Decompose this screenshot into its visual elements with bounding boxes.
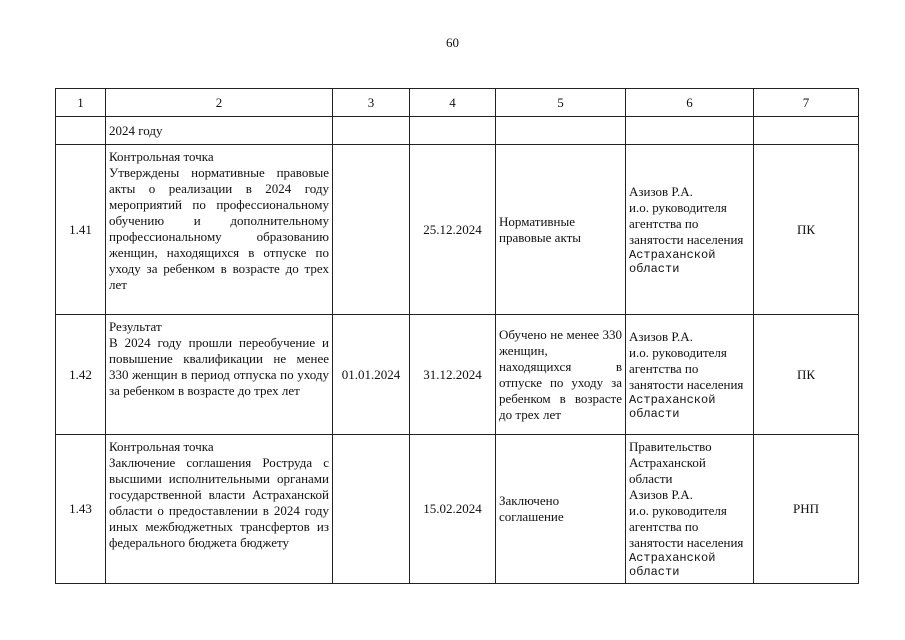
start-date: [333, 435, 410, 584]
responsible-name: Азизов Р.А.: [629, 487, 693, 502]
row-number: 1.41: [56, 145, 106, 315]
column-header: 6: [626, 89, 754, 117]
column-header: 3: [333, 89, 410, 117]
column-header: 2: [106, 89, 333, 117]
row-description: [106, 145, 333, 315]
empty-cell: [333, 117, 410, 145]
result-text: Обучено не менее 330 женщин, находящихся в отпуске по уходу за ребенком в возрасте до трех лет: [496, 315, 626, 435]
page-number: 60: [446, 35, 459, 50]
column-header: 1: [56, 89, 106, 117]
end-date: 15.02.2024: [410, 435, 496, 584]
row-number: 1.43: [56, 435, 106, 584]
table-row: [56, 145, 859, 315]
column-header: 4: [410, 89, 496, 117]
empty-cell: [56, 117, 106, 145]
responsible-cell: [626, 145, 754, 315]
code-cell: ПК: [754, 315, 859, 435]
continuation-row: [56, 117, 859, 145]
row-description: [106, 435, 333, 584]
empty-cell: [626, 117, 754, 145]
empty-cell: [496, 117, 626, 145]
empty-cell: [410, 117, 496, 145]
responsible-region: Астраханской области: [629, 247, 716, 276]
responsible-position: и.о. руководителя агентства по занятости населения: [629, 199, 744, 247]
row-text: Утверждены нормативные правовые акты о реализации в 2024 году мероприятий по профессиональному обучению и дополнительному профессиональному образованию женщин, находящихся в отпуске по уходу за ребенком в возрасте до трех лет: [109, 165, 329, 292]
continuation-text: 2024 году: [106, 117, 333, 145]
column-header: 7: [754, 89, 859, 117]
responsible-name: Азизов Р.А.: [629, 328, 693, 344]
responsible-region: Астраханской области: [629, 551, 716, 579]
code-cell: ПК: [754, 145, 859, 315]
plan-table: [55, 88, 859, 584]
column-header-row: [56, 89, 859, 117]
end-date: 25.12.2024: [410, 145, 496, 315]
row-description: [106, 315, 333, 435]
responsible-cell: [626, 315, 754, 435]
table-row: [56, 435, 859, 584]
start-date: 01.01.2024: [333, 315, 410, 435]
row-heading: Результат: [109, 319, 162, 334]
table-row: [56, 315, 859, 435]
row-heading: Контрольная точка: [109, 439, 214, 454]
code-cell: РНП: [754, 435, 859, 584]
row-number: 1.42: [56, 315, 106, 435]
result-text: Нормативные правовые акты: [496, 145, 626, 315]
start-date: [333, 145, 410, 315]
empty-cell: [754, 117, 859, 145]
responsible-org: Правительство Астраханской области: [629, 439, 712, 486]
responsible-position: и.о. руководителя агентства по занятости населения: [629, 344, 744, 392]
responsible-position: и.о. руководителя агентства по занятости населения: [629, 503, 744, 550]
responsible-region: Астраханской области: [629, 392, 716, 421]
responsible-name: Азизов Р.А.: [629, 183, 693, 199]
row-heading: Контрольная точка: [109, 149, 214, 164]
row-text: Заключение соглашения Роструда с высшими исполнительными органами государственной власти Астраханской области о предоставлении в 2024 году иных межбюджетных трансфертов из федерального бюджета бюджету: [109, 455, 329, 550]
result-text: Заключено соглашение: [496, 435, 626, 584]
row-text: В 2024 году прошли переобучение и повышение квалификации не менее 330 женщин в период отпуска по уходу за ребенком в возрасте до трех лет: [109, 335, 329, 398]
responsible-cell: [626, 435, 754, 584]
end-date: 31.12.2024: [410, 315, 496, 435]
column-header: 5: [496, 89, 626, 117]
